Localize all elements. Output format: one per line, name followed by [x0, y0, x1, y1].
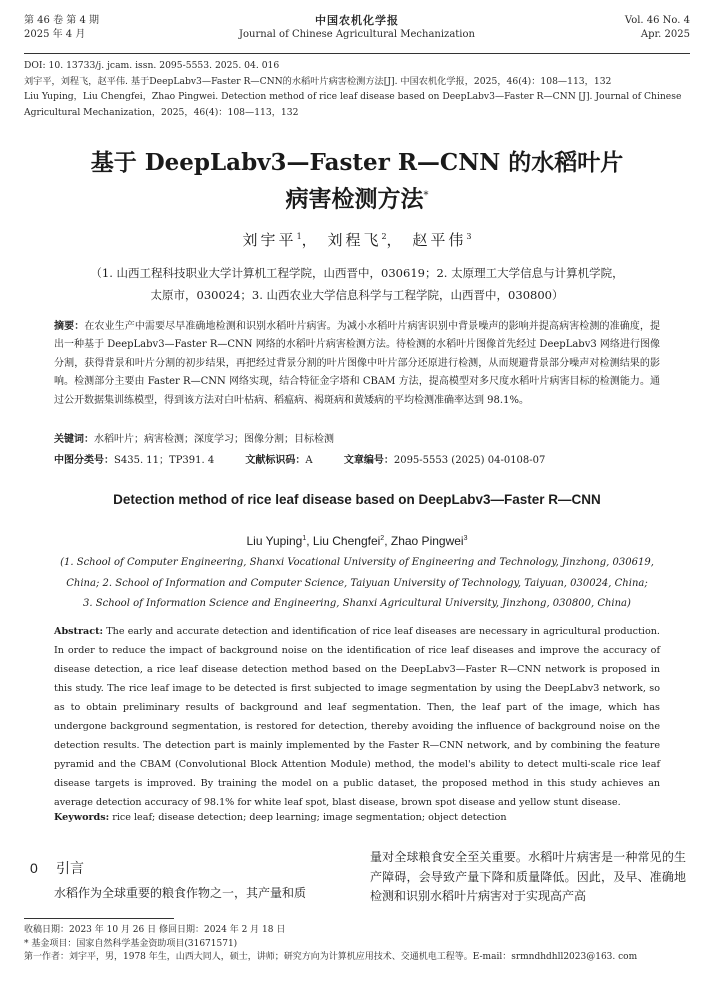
citation-cn: 刘宇平，刘程飞，赵平伟. 基于DeepLabv3—Faster R—CNN的水稻叶片病害检测方法[J]. 中国农机化学报，2025，46(4)：108—113，132	[24, 75, 612, 87]
abstract-en-label: Abstract:	[54, 626, 104, 637]
keywords-cn: 关键词：水稻叶片；病害检测；深度学习；图像分割；目标检测	[54, 434, 334, 445]
keywords-en: Keywords: rice leaf; disease detection; deep learning; image segmentation; object detection	[54, 812, 507, 823]
funding-note: * 基金项目：国家自然科学基金资助项目(31671571)	[24, 938, 238, 949]
doi: DOI: 10. 13733/j. jcam. issn. 2095-5553. 2025. 04. 016	[24, 60, 280, 71]
footnotes	[24, 924, 690, 965]
intro-paragraph-right: 量对全球粮食安全至关重要。水稻叶片病害是一种常见的生产障碍，会导致产量下降和质量降低。因此，及早、准确地检测和识别水稻叶片病害对于实现高产高	[370, 850, 686, 903]
abstract-cn-label: 摘要：	[54, 321, 85, 332]
affiliations-cn: （1. 山西工程科技职业大学计算机工程学院，山西晋中，030619；2. 太原理工大学信息与计算机学院， 太原市，030024；3. 山西农业大学信息科学与工程学院，山西晋中，030800）	[90, 266, 624, 302]
received-date: 收稿日期：2023 年 10 月 26 日 修回日期：2024 年 2 月 18 日	[24, 925, 286, 935]
header-issue-en: Vol. 46 No. 4 Apr. 2025	[624, 15, 690, 40]
title-en: Detection method of rice leaf disease based on DeepLabv3—Faster R—CNN	[113, 492, 601, 507]
header-issue-cn: 第 46 卷 第 4 期 2025 年 4 月	[24, 15, 99, 40]
classification-line: 中图分类号：S435. 11；TP391. 4 文献标识码：A 文章编号：2095-5553 (2025) 04-0108-07	[54, 455, 546, 466]
authors-en: Liu Yuping$^1$, Liu Chengfei$^2$, Zhao Pingwei$^3$	[246, 534, 468, 548]
section-heading-intro: 0 引言	[30, 860, 84, 876]
abstract-cn	[54, 318, 660, 410]
abstract-cn-text: 在农业生产中需要尽早准确地检测和识别水稻叶片病害。为减小水稻叶片病害识别中背景噪声的影响并提高病害检测的准确度，提出一种基于 DeepLabv3—Faster R—CNN 网络的水稻叶片病害检测方法。待检测的水稻叶片图像首先经过 DeepLabv3 网络进行图像分割，获得背景和叶片分割的初步结果，再把经过背景分割的叶片图像中叶片部分还原进行检测，从而规避背景部分噪声对检测结果的影响。检测部分主要由 Faster R—CNN 网络实现，结合特征金字塔和 CBAM 方法，提高模型对多尺度水稻叶片病害目标的检测能力。通过公开数据集训练模型，得到该方法对白叶枯病、稻瘟病、褐斑病和黄矮病的平均检测准确率达到 98.1%。	[54, 321, 661, 406]
running-header	[24, 14, 690, 50]
funding-mark: *	[423, 190, 429, 201]
header-journal-name: 中国农机化学报 Journal of Chinese Agricultural Mechanization	[239, 14, 475, 40]
first-author-note: 第一作者：刘宇平，男，1978 年生，山西大同人，硕士，讲师；研究方向为计算机应用技术、交通机电工程等。E-mail：srmndhdhll2023@163. com	[24, 952, 638, 962]
abstract-en-text: The early and accurate detection and identification of rice leaf diseases are necessary in agricultural production. In order to reduce the impact of background noise on the identification of rice leaf diseases and improve the accuracy of disease detection, a rice leaf disease detection method based on the DeepLabv3—Faster R—CNN network is proposed in this study. The rice leaf image to be detected is first subjected to image segmentation by using the DeepLabv3 network, so as to obtain preliminary results of background and leaf segmentation. Then, the leaf part of the image, which has undergone background segmentation, is restored for detection, thereby avoiding the influence of background noise on the detection results. The detection part is mainly implemented by the Faster R—CNN network, and by combining the feature pyramid and the CBAM (Convolutional Block Attention Module) method, the model's ability to detect multi-scale rice leaf disease targets is improved. By training the model on a public dataset, the proposed method in this study achieves an average detection accuracy of 98.1% for white leaf spot, blast disease, brown spot disease and yellow stunt disease.	[54, 626, 660, 808]
citation-block	[24, 58, 690, 120]
footnote-divider	[24, 918, 174, 919]
citation-en: Liu Yuping，Liu Chengfei，Zhao Pingwei. Detection method of rice leaf disease based on DeepLabv3—Faster R—CNN [J]. Journal of Chinese Agricultural Mechanization，2025，46(4)：108—113，132	[24, 91, 682, 118]
affiliations-en: (1. School of Computer Engineering, Shanxi Vocational University of Engineering and Technology, Jinzhong, 030619, China; 2. School of Information and Computer Science, Taiyuan University of Technology, Taiyuan, 030024, China; 3. School of Information Science and Engineering, Shanxi Agricultural University, Jinzhong, 030800, China)	[60, 557, 654, 609]
abstract-en	[54, 622, 660, 812]
intro-paragraph-left: 水稻作为全球重要的粮食作物之一，其产量和质	[54, 886, 307, 900]
authors-cn: 刘宇平$^1$， 刘程飞$^2$， 赵平伟$^3$	[242, 231, 472, 249]
header-divider	[24, 53, 690, 54]
title-cn: 基于 DeepLabv3—Faster R—CNN 的水稻叶片 病害检测方法*	[90, 149, 624, 213]
